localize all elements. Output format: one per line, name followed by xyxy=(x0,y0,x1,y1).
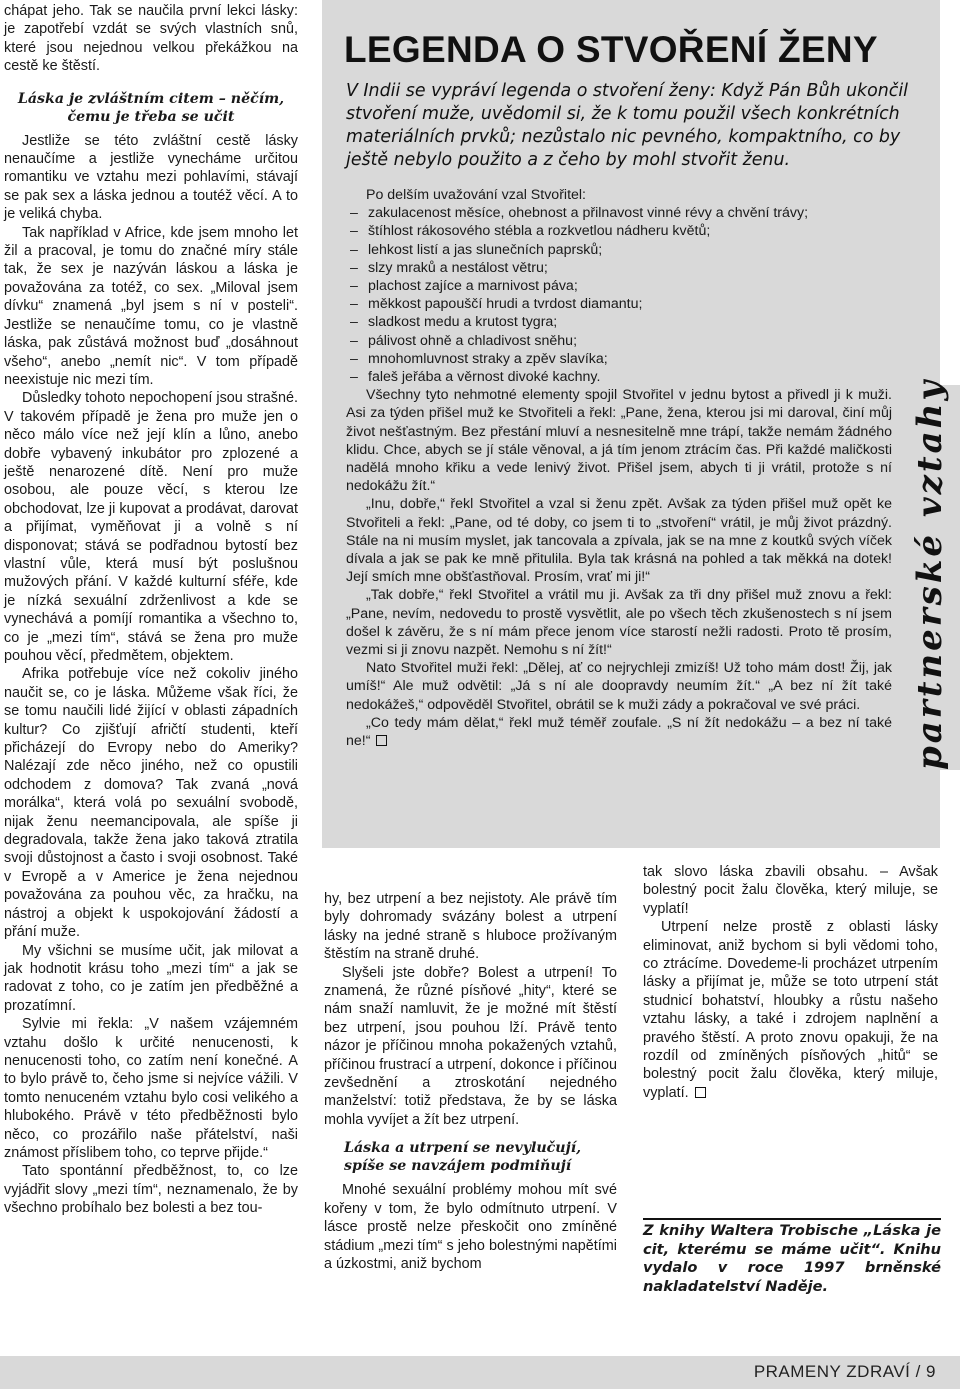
legend-title: LEGENDA O STVOŘENÍ ŽENY xyxy=(344,29,878,70)
paragraph: Afrika potřebuje více než cokoliv jiného naučit se, co je láska. Můžeme však říci, že se tomu naučili lidé žijící v oblasti západních kultur? Co zjišťují afričtí studenti, kteří přicházejí do Evropy nebo do Ameriky? Nalézají zde něco jiného, než co opustili odchodem z domova? Tak zvaná „nová morálka“, která volá po sexuální svobodě, nijak ženu neemancipovala, ale spíše ji degradovala, takže žena jako taková ztratila svoji důstojnost a často i svoji osobnost. Také v Evropě a v Americe je žena nejednou považována za pouhou věc, za hračku, na nástroj a objekt k uspokojování žádostí a přání muže. xyxy=(4,666,298,941)
intro-paragraph: chápat jeho. Tak se naučila první lekci lásky: je zapotřebí vzdát se svých vlastních snů, které jsou nejednou velkou překážkou na cestě ke štěstí. xyxy=(4,3,298,75)
side-banner-text: partnerské vztahy xyxy=(910,377,950,770)
checkbox-square-icon xyxy=(376,735,387,746)
legend-body xyxy=(346,186,892,750)
paragraph: Jestliže se této zvláštní cestě lásky nenaučíme a jestliže vynecháme určitou romantiku ve vztahu mezi pohlavími, stávají se pak sex a láska jednou a toutéž věcí. A to je veliká chyba. xyxy=(4,132,298,223)
list-item: – sladkost medu a krutost tygra; xyxy=(346,313,892,331)
paragraph: Důsledky tohoto nepochopení jsou strašné. V takovém případě je žena pro muže jen o něco málo více než její klín a lůno, anebo dobře vybavený inkubátor pro zplozené a ještě nenarozené dítě. Není pro muže osobou, ale pouze věcí, s kterou lze obchodovat, lze ji kupovat a prodávat, darovat a přijímat, vyměňovat ji a volně s ní disponovat; stává se podřadnou bytostí bez vlastní vůle, která musí být poslušnou mužových přání. V každé kulturní sféře, kde je nízká sexuální zdrženlivost a kde se vynechává a pomíjí romantika a všechno to, co je „mezi tím“, stává se žena pro muže pouhou věcí, předmětem, objektem. xyxy=(4,390,299,664)
middle-column xyxy=(324,890,617,1273)
list-item: – zakulacenost měsíce, ohebnost a přilnavost vinné révy a chvění trávy; xyxy=(346,204,892,222)
list-item: – faleš jeřába a věrnost divoké kachny. xyxy=(346,368,892,386)
legend-list-intro: Po delším uvažování vzal Stvořitel: xyxy=(366,187,587,203)
list-item: – plachost zajíce a marnivost páva; xyxy=(346,277,892,295)
left-subheading: Láska je zvláštním citem – něčím, čemu je třeba se učit xyxy=(17,90,285,125)
paragraph: tak slovo láska zbavili obsahu. – Avšak bolestný pocit žalu člověka, který miluje, se vyplatí! xyxy=(643,864,938,917)
paragraph: Sylvie mi řekla: „V našem vzájemném vztahu došlo k určité nenucenosti, k nenucenosti toho, co zatím není konečné. A to bylo právě to, čeho jsme si nejvíce vážili. V tomto nenuceném vztahu bylo cosi velikého a hlubokého. Právě v této předběžnosti bylo něco, co prozářilo naše přátelství, naši známost příslibem toho, co teprve přijde.“ xyxy=(4,1016,298,1161)
paragraph: My všichni se musíme učit, jak milovat a jak hodnotit krásu toho „mezi tím“ a jak se radovat z toho, co je zatím jen předběžné a prozatímní. xyxy=(4,942,298,1014)
list-item: – štíhlost rákosového stébla a rozkvetlou nádheru květů; xyxy=(346,222,892,240)
list-item: – pálivost ohně a chladivost sněhu; xyxy=(346,332,892,350)
paragraph: Tak například v Africe, kde jsem mnoho let žil a pracoval, je tomu do značné míry stále tak, že sex je nazýván láskou a láska je považována za totéž, co sex. „Miloval jsem dívku“ znamená „byl jsem s ní v posteli“. Jestliže se nenaučíme tomu, co je vlastně láska, pak zůstává možnost buď „dosáhnout všeho“, anebo „nemít nic“. V tom případě neexistuje nic mezi tím. xyxy=(4,224,298,388)
paragraph: Nato Stvořitel muži řekl: „Dělej, ať co nejrychleji zmizíš! Už toho mám dost! Žij, jak umíš!“ Ale muž odvětil: „Já s ní ale doopravdy neumím žít.“ „A bez ní žít také nedokážeš,“ odpověděl Stvořitel, obrátil se k muži zády a pokračoval ve své práci. xyxy=(346,660,892,713)
legend-list xyxy=(346,204,892,386)
legend-final-text: „Co tedy mám dělat,“ řekl muž téměř zoufale. „S ní žít nedokážu – a bez ní také ne!“ xyxy=(346,714,892,750)
paragraph xyxy=(346,714,892,750)
legend-lead: V Indii se vypráví legenda o stvoření ženy: Když Pán Bůh ukončil stvoření muže, uvědomil si, že k tomu použil všech konkrétních materiálních prvků; nezůstalo nic pevného, kompaktního, co by ještě nebylo použito a z čeho by mohl stvořit ženu. xyxy=(346,81,908,170)
checkbox-square-icon xyxy=(695,1087,706,1098)
paragraph: Slyšeli jste dobře? Bolest a utrpení! To znamená, že různé písňové „hity“, které se nám snaží namluvit, že je možné mít štěstí bez utrpení, jsou pouhou lží. Právě tento názor je příčinou mnoha pokažených vztahů, příčinou frustrací a utrpení, dokonce i příčinou zevšednění a ztroskotání nejedného manželství: totiž představa, že by se láska mohla vyvíjet a žít bez utrpení. xyxy=(324,964,617,1128)
list-item: – mnohomluvnost straky a zpěv slavíka; xyxy=(346,350,892,368)
paragraph: Všechny tyto nehmotné elementy spojil Stvořitel v jednu bytost a přivedl ji k muži. Asi za týden přišel muž ke Stvořiteli a řekl: „Pane, žena, kterou jsi mi daroval, činí můj život nešťastným. Bez přestání mluví a nesnesitelně mne trápí, takže nemám žádného klidu. Chce, abych se jí stále věnoval, a já tím jenom ztrácím čas. Při každé maličkosti nadělá mnoho křiku a vede lenivý život. Přišel jsem, abych ti ji vrátil, protože s ní nedokážu žít.“ xyxy=(346,387,892,495)
paragraph: hy, bez utrpení a bez nejistoty. Ale právě tím byly dohromady svázány bolest a utrpení lásky na jedné straně s hluboce prožívaným štěstím na straně druhé. xyxy=(324,891,617,963)
paragraph: Tato spontánní předběžnost, to, co lze vyjádřit slovy „mezi tím“, neznamenalo, že by všechno probíhalo bez bolesti a bez tou- xyxy=(4,1163,298,1217)
footer-page-label: PRAMENY ZDRAVÍ / 9 xyxy=(753,1362,936,1381)
paragraph: Mnohé sexuální problémy mohou mít své kořeny v tom, že bylo odmítnuto utrpení. V lásce prostě nelze přeskočit ono zmíněné stádium „mezi tím“ s jeho bolestnými napětími a úzkostmi, aniž bychom xyxy=(324,1182,617,1272)
right-final-text: Utrpení nelze prostě z oblasti lásky eliminovat, aniž bychom si byli vědomi toho, co ztrácíme. Dovedeme-li procházet utrpením lásky a přijímat je, může se toto utrpení stát studnicí bohatství, hloubky a růstu našeho vztahu lásky, a také i zdrojem naplnění a pravého štěstí. A proto znovu opakuji, že na rozdíl od zmíněných písňových „hitů“ se bolestný pocit žalu člověka, který miluje, vyplatí. xyxy=(643,919,938,1101)
list-item: – lehkost listí a jas slunečních paprsků; xyxy=(346,241,892,259)
paragraph: „Inu, dobře,“ řekl Stvořitel a vzal si ženu zpět. Avšak za týden přišel muž opět ke Stvořiteli a řekl: „Pane, od té doby, co jsem ti to „stvoření“ vrátil, je můj život prázdný. Stále na ni musím myslet, jak tancovala a zpívala, jak se na mne z koutků svých víček dívala a jak se pak ke mně přitulila. Byla tak krásná na pohled a tak měkká na dotek! Její smích mne obšťastňoval. Prosím, vrať mi ji!“ xyxy=(346,496,892,586)
paragraph: „Tak dobře,“ řekl Stvořitel a vrátil mu ji. Avšak za tři dny přišel muž znovu a řekl: „Pane, nevím, nedovedu to prostě vysvětlit, ale po všech těch zkušenostech s ní jsem došel k závěru, že s ní mám přece jenom více starostí nežli radosti. Proto tě prosím, vezmi si ji znovu nazpět. Nemohu s ní žít!“ xyxy=(346,587,892,659)
book-source-note: Z knihy Waltera Trobische „Láska je cit, kterému se máme učit“. Knihu vydalo v roce 1997 brněnské nakladatelství Naděje. xyxy=(643,1218,941,1296)
list-item: – měkkost papouščí hrudi a tvrdost diamantu; xyxy=(346,295,892,313)
right-column xyxy=(643,863,938,1102)
paragraph xyxy=(643,918,938,1102)
middle-subheading: Láska a utrpení se nevylučují, spíše se navzájem podmiňují xyxy=(344,1140,582,1175)
left-column xyxy=(4,2,298,1218)
list-item: – slzy mraků a nestálost větru; xyxy=(346,259,892,277)
